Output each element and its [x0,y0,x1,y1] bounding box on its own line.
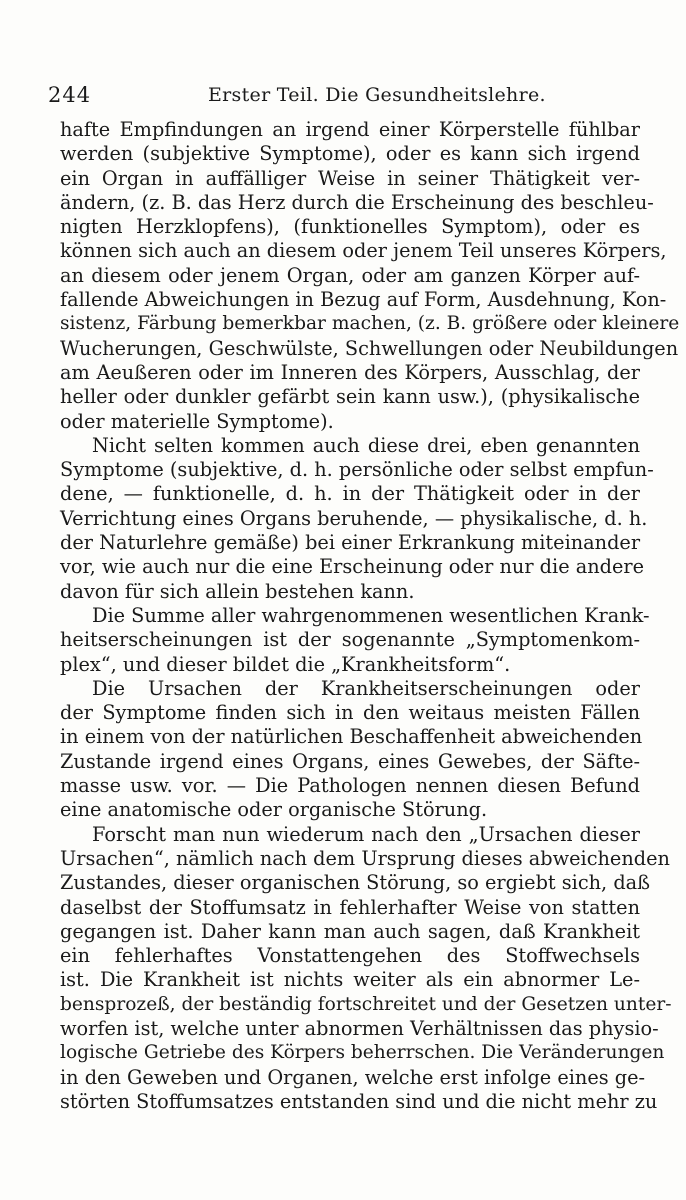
text-line: heller oder dunkler gefärbt sein kann usw.), (physikalische [60,385,640,409]
paragraph-start-line: Die Ursachen der Krankheitserscheinungen oder [92,676,640,700]
text-line: fallende Abweichungen in Bezug auf Form, Ausdehnung, Kon- [60,288,667,312]
page-header [48,80,640,110]
text-line: gegangen ist. Daher kann man auch sagen, daß Krankheit [60,919,640,943]
text-line: sistenz, Färbung bemerkbar machen, (z. B. größere oder kleinere [60,313,680,335]
text-line: bensprozeß, der beständig fortschreitet und der Gesetzen unter- [60,993,672,1015]
text-line: können sich auch an diesem oder jenem Teil unseres Körpers, [60,239,667,263]
text-line: Symptome (subjektive, d. h. persönliche oder selbst empfun- [60,458,654,482]
text-line: dene, — funktionelle, d. h. in der Thätigkeit oder in der [60,482,640,506]
text-line: heitserscheinungen ist der sogenannte „Symptomenkom- [60,628,640,652]
text-line: der Symptome finden sich in den weitaus meisten Fällen [60,701,640,725]
text-line: ein fehlerhaftes Vonstattengehen des Stoffwechsels [60,944,640,968]
paragraph-start-line: Nicht selten kommen auch diese drei, eben genannten [92,433,640,457]
text-line: masse usw. vor. — Die Pathologen nennen diesen Befund [60,774,640,798]
text-line: eine anatomische oder organische Störung. [60,798,488,822]
text-line: daselbst der Stoffumsatz in fehlerhafter Weise von statten [60,895,640,919]
body-text [60,118,680,1114]
text-line: nigten Herzklopfens), (funktionelles Symptom), oder es [60,215,640,239]
text-line: Zustande irgend eines Organs, eines Gewebes, der Säfte- [60,749,640,773]
paragraph-start-line: Die Summe aller wahrgenommenen wesentlichen Krank- [92,603,650,627]
paragraph-start-line: Forscht man nun wiederum nach den „Ursachen dieser [92,822,640,846]
text-line: hafte Empfindungen an irgend einer Körperstelle fühlbar [60,118,640,141]
text-line: Zustandes, dieser organischen Störung, so ergiebt sich, daß [60,871,651,895]
text-line: in einem von der natürlichen Beschaffenheit abweichenden [60,725,643,749]
text-line: störten Stoffumsatzes entstanden sind und die nicht mehr zu [60,1089,658,1113]
text-line: in den Geweben und Organen, welche erst infolge eines ge- [60,1065,646,1089]
text-line: werden (subjektive Symptome), oder es kann sich irgend [60,142,640,166]
text-line: der Naturlehre gemäße) bei einer Erkrankung miteinander [60,531,641,555]
text-line: an diesem oder jenem Organ, oder am ganzen Körper auf- [60,263,640,287]
text-line: am Aeußeren oder im Inneren des Körpers, Ausschlag, der [60,360,640,384]
text-line: worfen ist, welche unter abnormen Verhältnissen das physio- [60,1016,659,1040]
text-line: Wucherungen, Geschwülste, Schwellungen oder Neubildungen [60,336,679,360]
text-line: plex“, und dieser bildet die „Krankheitsform“. [60,652,511,676]
text-line: vor, wie auch nur die eine Erscheinung oder nur die andere [60,555,645,579]
text-line: ein Organ in auffälliger Weise in seiner Thätigkeit ver- [60,166,640,190]
text-line: davon für sich allein bestehen kann. [60,579,415,603]
text-line: ändern, (z. B. das Herz durch die Erscheinung des beschleu- [60,190,654,214]
text-line: oder materielle Symptome). [60,409,334,433]
text-line: Ursachen“, nämlich nach dem Ursprung dieses abweichenden [60,846,670,870]
text-line: ist. Die Krankheit ist nichts weiter als ein abnormer Le- [60,968,640,992]
running-head: Erster Teil. Die Gesundheitslehre. [208,84,546,106]
text-line: Verrichtung eines Organs beruhende, — physikalische, d. h. [60,506,648,530]
page-number: 244 [48,83,92,107]
text-line: logische Getriebe des Körpers beherrschen. Die Veränderungen [60,1042,665,1064]
